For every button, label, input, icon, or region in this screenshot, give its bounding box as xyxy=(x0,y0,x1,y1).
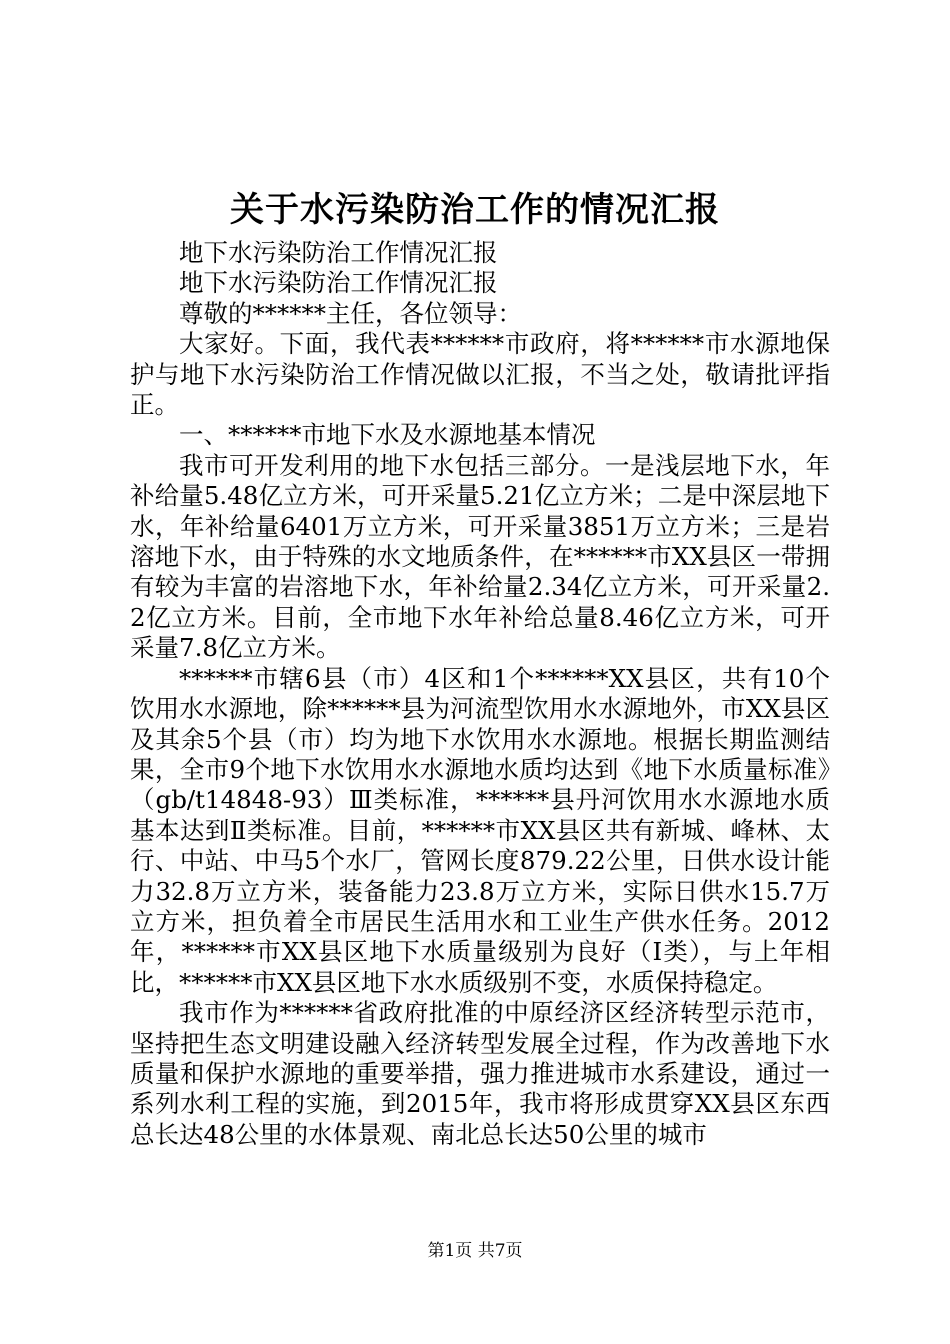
body-paragraph: 我市作为******省政府批准的中原经济区经济转型示范市，坚持把生态文明建设融入经济转型发展全过程，作为改善地下水质量和保护水源地的重要举措，强力推进城市水系建设，通过一系列水利工程的实施，到2015年，我市将形成贯穿XX县区东西总长达48公里的水体景观、南北总长达50公里的城市 xyxy=(130,998,830,1149)
section-heading: 一、******市地下水及水源地基本情况 xyxy=(179,420,596,450)
subtitle-line: 地下水污染防治工作情况汇报 xyxy=(179,268,498,298)
body-paragraph: ******市辖6县（市）4区和1个******XX县区，共有10个饮用水水源地，除******县为河流型饮用水水源地外，市XX县区及其余5个县（市）均为地下水饮用水水源地。根据长期监测结果，全市9个地下水饮用水水源地水质均达到《地下水质量标准》（gb/t14848-93）Ⅲ类标准，******县丹河饮用水水源地水质基本达到Ⅱ类标准。目前，******市XX县区共有新城、峰林、太行、中站、中马5个水厂，管网长度879.22公里，日供水设计能力32.8万立方米，装备能力23.8万立方米，实际日供水15.7万立方米，担负着全市居民生活用水和工业生产供水任务。2012年，******市XX县区地下水质量级别为良好（Ⅰ类），与上年相比，******市XX县区地下水水质级别不变，水质保持稳定。 xyxy=(130,663,830,997)
subtitle-line: 地下水污染防治工作情况汇报 xyxy=(179,238,498,267)
document-title: 关于水污染防治工作的情况汇报 xyxy=(230,190,720,230)
page-number-footer: 第1页 共7页 xyxy=(427,1241,523,1261)
salutation: 尊敬的******主任，各位领导： xyxy=(179,298,522,328)
document-body xyxy=(130,238,830,1150)
body-paragraph: 大家好。下面，我代表******市政府，将******市水源地保护与地下水污染防治工作情况做以汇报，不当之处，敬请批评指正。 xyxy=(130,329,830,420)
body-paragraph: 我市可开发利用的地下水包括三部分。一是浅层地下水，年补给量5.48亿立方米，可开采量5.21亿立方米；二是中深层地下水，年补给量6401万立方米，可开采量3851万立方米；三是岩溶地下水，由于特殊的水文地质条件，在******市XX县区一带拥有较为丰富的岩溶地下水，年补给量2.34亿立方米，可开采量2.2亿立方米。目前，全市地下水年补给总量8.46亿立方米，可开采量7.8亿立方米。 xyxy=(130,450,830,663)
